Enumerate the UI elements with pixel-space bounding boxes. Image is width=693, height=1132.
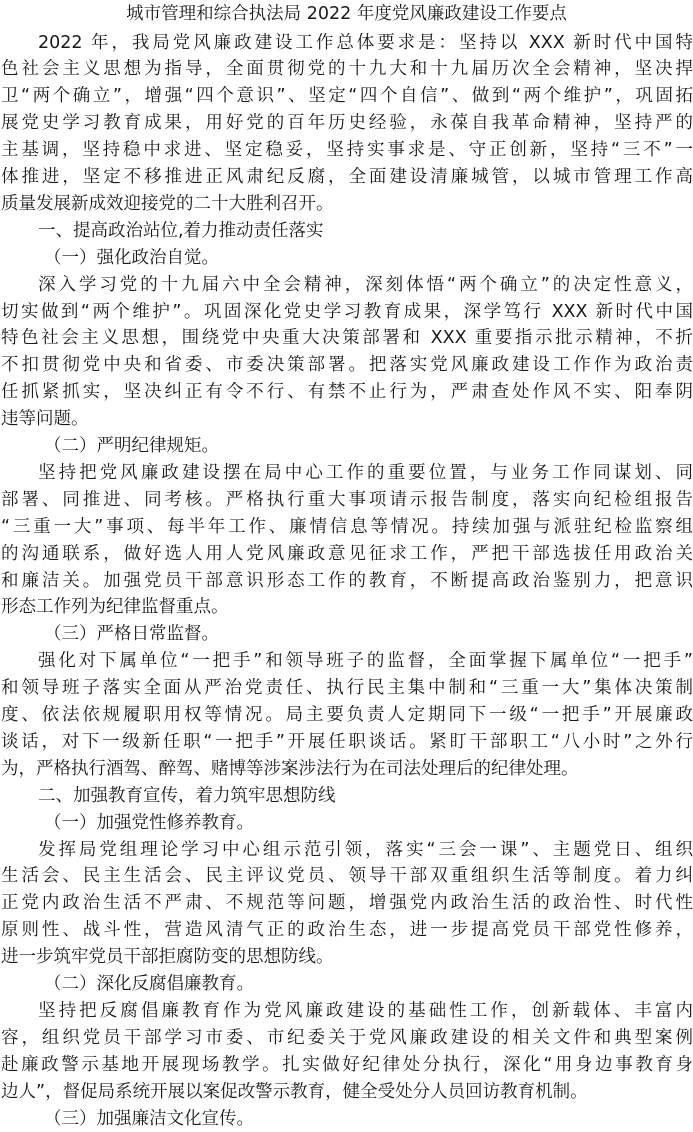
paragraph-line: 原则性、战斗性，营造风清气正的政治生态，进一步提高党员干部党性修养， xyxy=(1,920,693,941)
paragraph-line: 和廉洁关。加强党员干部意识形态工作的教育，不断提高政治鉴别力，把意识 xyxy=(1,570,693,591)
paragraph-line: 和领导班子落实全面从严治党责任、执行民主集中制和“三重一大”集体决策制 xyxy=(1,678,693,699)
subsection-heading: （一）加强党性修养教育。 xyxy=(44,812,254,833)
subsection-heading: （二）严明纪律规矩。 xyxy=(44,436,219,456)
paragraph-line: 赴廉政警示基地开展现场教学。扎实做好纪律处分执行，深化“用身边事教育身 xyxy=(1,1054,693,1075)
subsection-heading: （三）严格日常监督。 xyxy=(44,624,219,645)
paragraph-line: 部署、同推进、同考核。严格执行重大事项请示报告制度，落实向纪检组报告 xyxy=(1,489,693,510)
paragraph-line: 展党史学习教育成果，用好党的百年历史经验，永葆自我革命精神，坚持严的 xyxy=(1,113,693,134)
paragraph-first-line: 强化对下属单位“一把手”和领导班子的监督，全面掌握下属单位“一把手” xyxy=(38,651,693,672)
paragraph-line: 不扣贯彻党中央和省委、市委决策部署。把落实党风廉政建设工作作为政治责 xyxy=(1,355,693,376)
paragraph-line: 进一步筑牢党员干部拒腐防变的思想防线。 xyxy=(1,947,334,968)
subsection-heading: （三）加强廉洁文化宣传。 xyxy=(44,1108,254,1129)
paragraph-line: 任抓紧抓实，坚决纠正有令不行、有禁不止行为，严肃查处作风不实、阳奉阴 xyxy=(1,382,693,403)
paragraph-line: “三重一大”事项、每半年工作、廉情信息等情况。持续加强与派驻纪检监察组 xyxy=(1,516,693,537)
paragraph-line: 切实做到“两个维护”。巩固深化党史学习教育成果，深学笃行 XXX 新时代中国 xyxy=(1,301,693,322)
paragraph-first-line: 坚持把反腐倡廉教育作为党风廉政建设的基础性工作，创新载体、丰富内 xyxy=(38,1000,693,1021)
paragraph-first-line: 一、提高政治站位,着力推动责任落实 xyxy=(38,220,324,241)
paragraph-line: 特色社会主义思想，围绕党中央重大决策部署和 XXX 重要指示批示精神，不折 xyxy=(1,328,693,349)
subsection-heading: （一）强化政治自觉。 xyxy=(44,247,219,268)
paragraph-line: 谈话，对下一级新任职“一把手”开展任职谈话。紧盯干部职工“八小时”之外行 xyxy=(1,731,693,752)
paragraph-line: 容，组织党员干部学习市委、市纪委关于党风廉政建设的相关文件和典型案例 xyxy=(1,1027,693,1048)
paragraph-line: 质量发展新成效迎接党的二十大胜利召开。 xyxy=(1,193,334,214)
paragraph-line: 主基调，坚持稳中求进、坚定稳妥，坚持实事求是、守正创新，坚持“三不”一 xyxy=(1,140,693,161)
paragraph-line: 违等问题。 xyxy=(1,409,89,430)
paragraph-first-line: 坚持把党风廉政建设摆在局中心工作的重要位置，与业务工作同谋划、同 xyxy=(38,462,693,483)
paragraph-line: 卫“两个确立”，增强“四个意识”、坚定“四个自信”、做到“两个维护”，巩固拓 xyxy=(1,86,693,107)
paragraph-first-line: 二、加强教育宣传，着力筑牢思想防线 xyxy=(38,785,336,806)
paragraph-line: 形态工作列为纪律监督重点。 xyxy=(1,597,229,618)
paragraph-line: 为，严格执行酒驾、醉驾、赌博等涉案涉法行为在司法处理后的纪律处理。 xyxy=(1,758,579,779)
paragraph-line: 正党内政治生活不严肃、不规范等问题，增强党内政治生活的政治性、时代性 xyxy=(1,893,693,914)
paragraph-line: 边人”，督促局系统开展以案促改警示教育，健全受处分人员回访教育机制。 xyxy=(1,1081,588,1102)
paragraph-first-line: 2022 年，我局党风廉政建设工作总体要求是：坚持以 XXX 新时代中国特 xyxy=(38,32,693,53)
paragraph-line: 体推进，坚定不移推进正风肃纪反腐，全面建设清廉城管，以城市管理工作高 xyxy=(1,167,693,187)
document-title: 城市管理和综合执法局 2022 年度党风廉政建设工作要点 xyxy=(126,4,567,24)
paragraph-first-line: 深入学习党的十九届六中全会精神，深刻体悟“两个确立”的决定性意义， xyxy=(38,274,693,295)
paragraph-line: 的沟通联系，做好选人用人党风廉政意见征求工作，严把干部选拔任用政治关 xyxy=(1,543,693,564)
paragraph-line: 色社会主义思想为指导，全面贯彻党的十九大和十九届历次全会精神，坚决捍 xyxy=(1,59,693,80)
paragraph-first-line: 发挥局党组理论学习中心组示范引领，落实“三会一课”、主题党日、组织 xyxy=(38,839,693,860)
subsection-heading: （二）深化反腐倡廉教育。 xyxy=(44,974,254,994)
paragraph-line: 度、依法依规履职用权等情况。局主要负责人定期同下一级“一把手”开展廉政 xyxy=(1,705,693,725)
paragraph-line: 生活会、民主生活会、民主评议党员、领导干部双重组织生活等制度。着力纠 xyxy=(1,866,693,887)
